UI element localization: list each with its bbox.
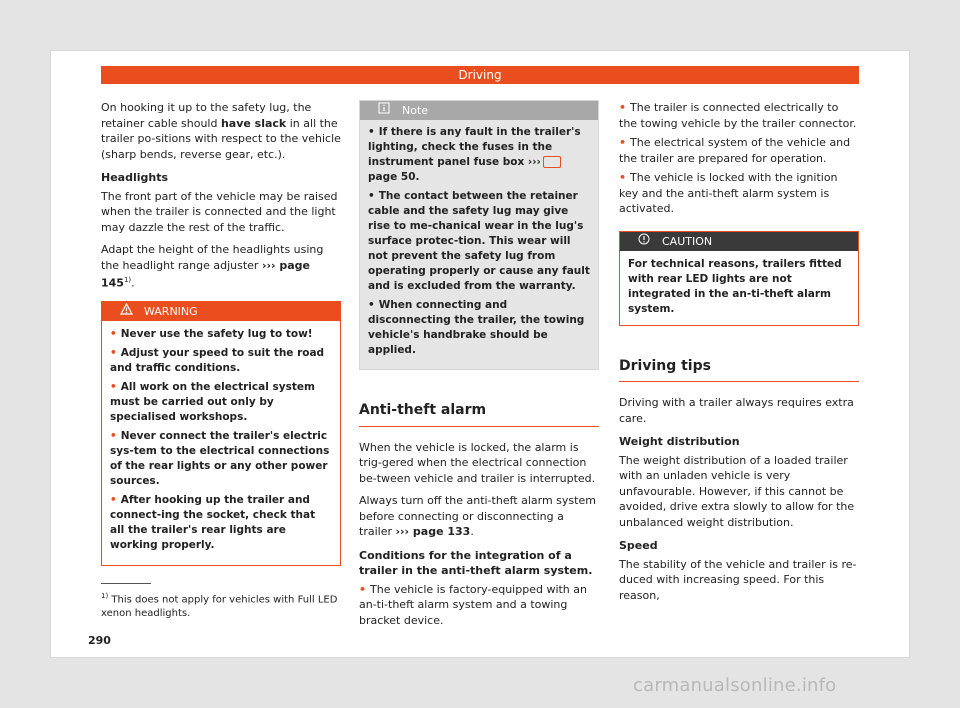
caution-header — [620, 232, 858, 251]
paragraph-retainer-cable — [101, 100, 341, 162]
page-reference-link[interactable]: ››› page 133 — [395, 525, 471, 538]
note-title: Note — [402, 104, 429, 117]
page-header-title: Driving — [458, 68, 502, 82]
list-item: • Never connect the trailer's electric sys-tem to the electrical connections of the rear lights or any other power sources. — [110, 430, 330, 488]
text: in all the trailer po-sitions with respect to the vehicle (sharp bends, reverse gear, etc.). — [101, 116, 341, 161]
list-item: • If there is any fault in the trailer's lighting, check the fuses in the instrument panel fuse box ››› page 50. — [368, 126, 581, 183]
list-item: • The vehicle is locked with the ignition key and the anti-theft alarm system is activated. — [619, 171, 838, 215]
warning-header — [102, 302, 340, 321]
section-title-driving-tips: Driving tips — [619, 356, 859, 383]
conditions-list-continued — [619, 100, 859, 217]
footnote — [101, 589, 341, 621]
list-item: • The electrical system of the vehicle and the trailer are prepared for operation. — [619, 136, 851, 165]
text: . — [131, 276, 135, 290]
footnote-divider — [101, 583, 151, 584]
warning-box — [101, 301, 341, 566]
page-header — [101, 66, 859, 84]
paragraph-extra-care: Driving with a trailer always requires extra care. — [619, 396, 854, 425]
note-header — [360, 101, 598, 120]
footnote-text: This does not apply for vehicles with Full LED xenon headlights. — [101, 594, 338, 620]
warning-title: WARNING — [144, 305, 198, 319]
text: On hooking it up to the safety lug, the retainer cable should — [101, 101, 312, 130]
subheading-weight: Weight distribution — [619, 435, 740, 448]
list-item: • The vehicle is factory-equipped with an an-ti-theft alarm system and a towing bracket device. — [359, 582, 587, 627]
info-icon — [366, 101, 402, 120]
warning-triangle-icon — [108, 302, 144, 321]
caution-circle-icon — [626, 232, 662, 251]
list-item: • All work on the electrical system must be carried out only by specialised workshops. — [110, 381, 315, 424]
note-body — [360, 120, 598, 369]
list-item: • After hooking up the trailer and connect-ing the socket, check that all the trailer's rear lights are working properly. — [110, 494, 316, 552]
subheading-headlights: Headlights — [101, 171, 169, 184]
column-middle — [359, 100, 599, 632]
conditions-list — [359, 582, 599, 629]
watermark: carmanualsonline.info — [633, 675, 837, 696]
subheading-speed: Speed — [619, 539, 658, 552]
text-bold: have slack — [220, 116, 287, 130]
list-item: • Adjust your speed to suit the road and traffic conditions. — [110, 347, 325, 375]
footnote-marker: 1) — [123, 276, 132, 284]
list-item: • Never use the safety lug to tow! — [110, 328, 313, 341]
caution-box — [619, 231, 859, 326]
footnote-marker: 1) — [101, 592, 109, 600]
column-right — [619, 100, 859, 610]
note-box — [359, 100, 599, 370]
list-item: • When connecting and disconnecting the trailer, the towing vehicle's handbrake should be applied. — [368, 299, 585, 356]
column-left — [101, 100, 341, 566]
list-item: • The trailer is connected electrically to the towing vehicle by the trailer connector. — [619, 101, 857, 130]
warning-list — [110, 327, 332, 553]
page-number: 290 — [88, 634, 111, 647]
paragraph-alarm-off: Always turn off the anti-theft alarm system before connecting or disconnecting a trailer ››› page 133. — [359, 494, 596, 538]
list-item: • The contact between the retainer cable and the safety lug may give rise to me-chanical wear in the lug's surface protec-tion. This wear will not prevent the safety lug from operating properly or cause any fault and is excluded from the warranty. — [368, 190, 590, 292]
section-title-anti-theft: Anti-theft alarm — [359, 400, 599, 427]
caution-title: CAUTION — [662, 234, 713, 248]
paragraph-alarm-trigger: When the vehicle is locked, the alarm is trig-gered when the electrical connection be-tween vehicle and trailer is interrupted. — [359, 440, 596, 485]
paragraph-headlights: The front part of the vehicle may be raised when the trailer is connected and the light may dazzle the rest of the traffic. — [101, 189, 338, 234]
text: Adapt the height of the headlights using the headlight range adjuster — [101, 243, 324, 272]
page-reference-link[interactable]: page 50. — [368, 171, 420, 183]
note-list — [368, 125, 590, 358]
paragraph-speed: The stability of the vehicle and trailer is re-duced with increasing speed. For this reason, — [619, 557, 857, 602]
paragraph-weight: The weight distribution of a loaded trailer with an unladen vehicle is very unfavourable. However, if this cannot be avoided, drive extra slowly to allow for the unbalanced weight distribution. — [619, 453, 855, 529]
fuse-box-reference-icon — [543, 156, 561, 168]
warning-body — [102, 321, 340, 565]
subheading-conditions: Conditions for the integration of a trailer in the anti-theft alarm system. — [359, 548, 593, 577]
caution-body: For technical reasons, trailers fitted with rear LED lights are not integrated in the an-ti-theft alarm system. — [628, 257, 842, 315]
paragraph-adjuster — [101, 242, 341, 291]
page-reference-link[interactable]: ››› page 145 — [101, 258, 311, 290]
